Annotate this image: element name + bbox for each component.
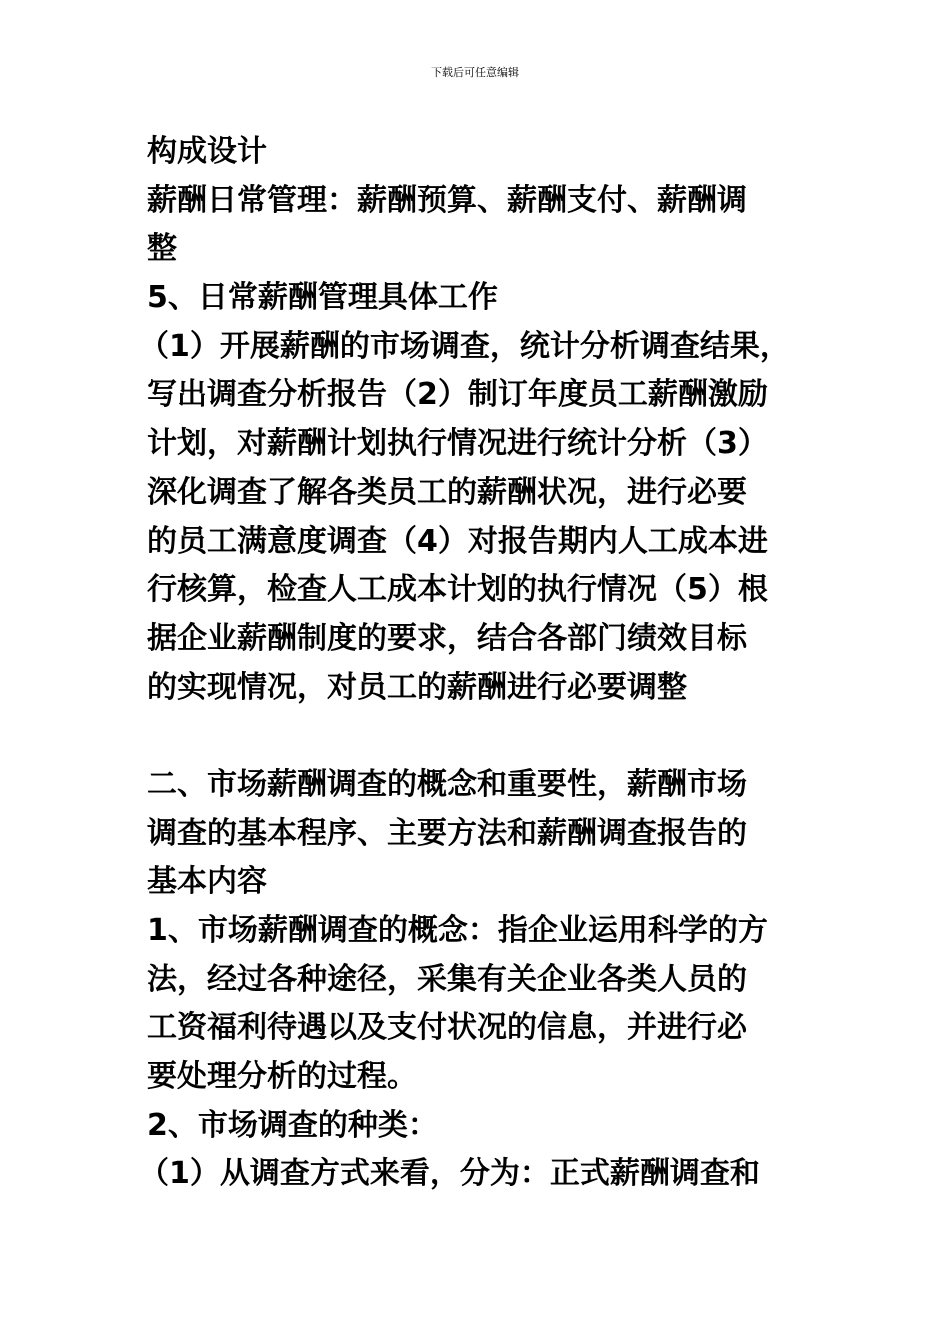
text-line: 整 <box>147 231 177 267</box>
text-line: 写出调查分析报告（2）制订年度员工薪酬激励 <box>147 377 768 413</box>
text-line: 深化调查了解各类员工的薪酬状况，进行必要 <box>147 474 747 510</box>
text-line: 的员工满意度调查（4）对报告期内人工成本进 <box>147 523 768 559</box>
text-line: 行核算，检查人工成本计划的执行情况（5）根 <box>147 572 768 608</box>
text-line: 1、市场薪酬调查的概念：指企业运用科学的方 <box>147 913 768 948</box>
text-line: 工资福利待遇以及支付状况的信息，并进行必 <box>147 1010 747 1046</box>
text-line: 据企业薪酬制度的要求，结合各部门绩效目标 <box>147 620 747 656</box>
text-line: 要处理分析的过程。 <box>147 1059 417 1095</box>
text-line: 二、市场薪酬调查的概念和重要性，薪酬市场 <box>147 766 747 802</box>
document-body <box>139 128 827 1199</box>
text-line: 调查的基本程序、主要方法和薪酬调查报告的 <box>147 815 747 851</box>
paragraph-gap <box>147 712 827 761</box>
text-line: （1）开展薪酬的市场调查，统计分析调查结果， <box>139 328 790 364</box>
text-line: 5、日常薪酬管理具体工作 <box>147 280 498 316</box>
text-line: 构成设计 <box>147 134 267 169</box>
text-line: 的实现情况，对员工的薪酬进行必要调整 <box>147 669 687 705</box>
text-line: 2、市场调查的种类： <box>147 1107 438 1143</box>
text-line: 计划，对薪酬计划执行情况进行统计分析（3） <box>147 426 768 462</box>
text-line: 基本内容 <box>147 864 267 900</box>
text-line: （1）从调查方式来看，分为：正式薪酬调查和 <box>139 1156 760 1192</box>
page-header-note: 下载后可任意编辑 <box>431 66 519 79</box>
text-line: 法，经过各种途径，采集有关企业各类人员的 <box>147 961 747 997</box>
text-line: 薪酬日常管理：薪酬预算、薪酬支付、薪酬调 <box>147 182 747 218</box>
